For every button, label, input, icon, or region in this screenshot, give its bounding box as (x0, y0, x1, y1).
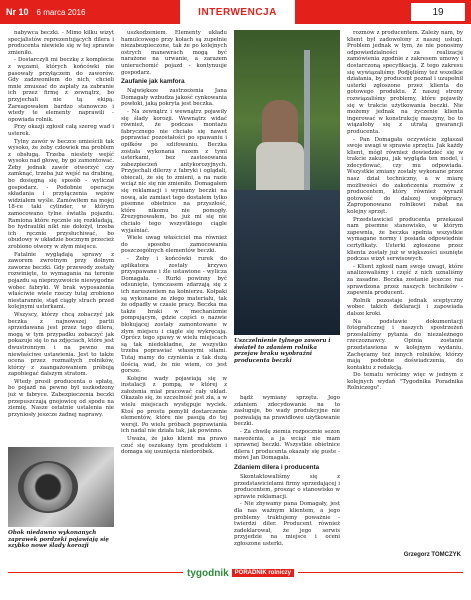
paragraph: Tylny zawór w beczce umieścili tak wysoko, że żeby człowiek ma problem z obsługą. Trzeba niestety wejść wysoko nad głowę, by go zamontować. Żeby jednak zawór otworzyć czy zamknąć, trzeba już wejść na drabinę, bo dosięgną się sposób - wyliczał gospodarz. - Podobnie operacje składania i przyłączenia wężów widziałem wyśle. Zamówiłem na mojej 18-ce taki cylinder, w którym zamocowano tylne światła pojazdu. Ramiona które ręcznie się rozkładają, bo hydrauliki nikt nie dołożył, trzeba ich ręcznie przysłuchiwać, bo obudowy w układzie bocznym przecież zrobiono otwory w złym miejscu. (8, 138, 114, 250)
paragraph: Na podstawie dokumentacji fotograficznej i naszych spostrzeżeń przesłaliśmy pytania do niezależnego rzeczoznawcy. Opinia zostanie przedstawiona w kolejnym wydaniu. Zachęcamy też innych rolników, którzy mają podobne doświadczenia, do kontaktu z redakcją. (347, 318, 463, 371)
subheading-dealer: Zdaniem dilera i producenta (234, 463, 320, 471)
article-column-2 (121, 30, 227, 570)
paragraph: Przedstawiciel producenta przekazał nam pisemne stanowisko, w którym zapewnia, że beczka spełnia wszystkie wymagane normy i posiada odpowiednie certyfikaty. Usterki zgłoszone przez klienta zostały już w większości usunięte podczas wizyt serwisowych. (347, 216, 463, 263)
paragraph: - Żeby i końcówki rurek do aplikatora zostały krzywo przyspawane i źle ustawione - wylicza Domagała. - Rurki powinny być odsunięte, tymczasem zdarzają się z ich naruszeniem na kołnierzu. Kołpaki są wykonane ze złego materiału, tak że odpadły w czasie pracy. Beczka ma także braki w mechanizmie pompującym, gdzie części o nazwie blokującej zostały zamontowane w złym miejscu i ciągle się wykręcają. Oprócz tego spawy w wielu miejscach są tak niedokładne, że wszystko trzeba poprawiać własnymi siłami. Tutaj mamy do czynienia z tak dużą ilością wad, że nie wiem, co jest gorsze. (121, 256, 227, 375)
subheading-trust: Zaufanie jak kamfora (121, 78, 185, 86)
section-title: INTERWENCJA (198, 6, 277, 18)
paragraph: Do tematu wrócimy więc w jednym z kolejnych wydań "Tygodnika Poradnika Rolniczego". (347, 372, 463, 392)
issue-number: Nr 10 (6, 7, 29, 17)
farmer-photo (234, 30, 340, 335)
brand-name: tygodnik (187, 567, 229, 579)
header-issue-bar (0, 0, 180, 24)
paragraph: Fatalnie wyglądają sprawy z zaworem zwrotnym przy dolnym zaworze beczki. Gdy przewody zostały rozwinięte, to wymagania na terenie pojazdu są nieprzyzwoicie niewygodne wobec fabryki. W brak wyposażenia właściwie wiele rzeczy tutaj zrobiono niestarannie, stąd ciągły strach przed kolejnymi usterkami. (8, 251, 114, 311)
paragraph: Rolnik pozostaje jednak sceptyczny wobec takich deklaracji i zapowiada dalsze kroki. (347, 297, 463, 317)
paragraph: nabywca beczki. - Mimo kilku wizyt specjalistów reprezentujących dilera i producenta niewiele się w tej sprawie zmieniło. (8, 30, 114, 56)
tanker-body (234, 190, 340, 335)
paragraph: uszkodzeniem. Elementy układu hamulcowego przy kołach są zupełnie niezabezpieczone, tak że po kolejnych ostrych manewrach mogą być narażone na urwanie, a zarazem unieruchomić pojazd - kontynuuje gospodarz. (121, 30, 227, 76)
brand-subtitle: PORADNIK rolniczy (232, 569, 294, 577)
paragraph: bądź wymiany sprzętu. Jego zdaniem zdecydowanie na to zasługuje, bo wady produkcyjne nie pozwalają na prawidłowe użytkowanie beczki. (234, 395, 340, 428)
paragraph: rozmów z producentem. Zależy nam, by klient był zadowolony z naszej usługi. Problem jednak w tym, że nie ponosimy odpowiedzialności za realizację zamówienia zgodnie z zakresem umowy i dostarczoną specyfikacją. Z tego zakresu się wywiązaliśmy. Podjęliśmy też wszelkie działania, by producent poznał i uzupełnił usterki zgłoszone przez klienta do gotowego produktu. Z naszej strony rozwiązaliśmy problemy, które pojawiły się w trakcie użytkowania beczki. Nie możemy jednak na życzenie klienta ingerować w konstrukcję maszyny, bo to wiązałoby się z utratą gwarancji producenta. (347, 30, 463, 135)
paragraph: Wiele uwag właściciel ma również do sposobu zamocowania poszczególnych elementów beczki. (121, 235, 227, 255)
photo-caption-main: Uszczelnienie tylnego zaworu i świateł to zdaniem rolnika przejaw braku wyobraźni producenta beczki (234, 338, 331, 364)
paragraph: - Nie zbywamy pana Domagały, jest dla nas ważnym klientem, a jego problemy traktujemy poważnie - twierdzi diler. Producent również zadeklarował, że jego serwis przyjedzie na miejsce i oceni zgłoszone usterki. (234, 501, 340, 547)
paragraph: Wszyscy, którzy chcą zobaczyć jak beczka z najnowszej partii sprzedawana jest przez tego dilera, mogą w tym przypadku zobaczyć jak pokazuje się to na zdjęciach, które jest dwustronnym i na pewno ma niewłaściwe ustawienia. Jest to także ocena przez rozmaitych rolników, którzy z zaangażowaniem próbują zapobiegać dalszym stratom. (8, 311, 114, 378)
paragraph: Przy okazji zgłosił całą szereg wad i usterek. (8, 124, 114, 137)
paragraph: - Na zewnątrz i wewnątrz pojawiły się ślady korozji. Wewnątrz widać również, że podczas montażu fabrycznego nie chciało się nawet poprawiać pozostałości po spawaniu i opiłków po szlifowaniu. Beczka została wykonana razem z tymi usterkami, bez zastosowania zabezpieczeń antykorozyjnych. Przyjechali dilerzy z fabryki i oglądali, obiecali, że się to zmieni, a na razie wciąż nic się nie zmieniło. Domagałem się reklamacji i wymiany beczki na nową, ale zamiast tego dostałem tylko pisemne obietnice na przyszłość, które nikomu nie pomogły. Zrezygnowałem, bo już mi się nie chciało tego wszystkiego ciągle wyjaśniać. (121, 108, 227, 234)
paragraph: - Pan Domagała oczywiście zgłaszał swoje uwagi w sprawie sprzętu. Jak każdy klient, mógł również dowiedzieć się w trakcie zakupu, jak wygląda ten model, i zdecydować, czy mu odpowiada. Wszystkie zmiany zostały wykonane przez nasz dział techniczny, a w miarę możliwości do zakończenia rozmów z producentem, który również wyraził gotowość do dalszej współpracy. Zaproponowano rolnikowi rabat na kolejny sprzęt. (347, 136, 463, 216)
author-byline: Grzegorz TOMCZYK (403, 552, 461, 558)
paragraph: - Klient zgłosił nam swoje uwagi, które analizowaliśmy i część z nich uznaliśmy za zasadne. Beczka zostanie jeszcze raz sprawdzona przez naszych techników - zapewnia producent. (347, 263, 463, 297)
paragraph: Wtedy prosił producenta o spłatę, bo pojazd na pewno był uszkodzony już w fabryce. Zabezpieczenia beczki przepuszczają gnojowicę od spodu na ziemię. Nasze ostatnie ustalenia nie przyniosły jeszcze żadnej naprawy. (8, 378, 114, 418)
photo-caption-corrosion: Obok niedawno wykonanych zaprawek pordzeki pojawiają się szybko nowe ślady korozji (8, 530, 109, 550)
page-header (0, 0, 471, 24)
paragraph: Skontaktowaliśmy się z przedstawicielami firmy sprzedającej i producentem, prosząc o stanowisko w sprawie reklamacji. (234, 473, 340, 500)
footer-logo (183, 566, 298, 580)
paragraph: - Dostarczyli mi beczkę z komplecie z węzami, których końcówki nie pasowały przyłączem do zaworów. Gdy zadzwoniłem do nich, chcieli mnie zmuszać do zapłaty za zabranie ich przez firmę z zewnątrz, bo przyjechali nie tą ekipą. Zareagowałem bardzo stanowczo i wtedy te elementy naprawili - opowiada rolnik. (8, 57, 114, 123)
paragraph: Uważa, że jako klient ma prawo czuć się oszukany tym produktem i domaga się usunięcia niedoróbek. (121, 436, 227, 456)
article-column-1 (8, 30, 114, 440)
pipe-shape (18, 461, 78, 513)
tank-pipe-photo (8, 447, 114, 527)
page-footer (0, 566, 471, 580)
page-number: 19 (411, 3, 465, 21)
paragraph: - Za chwilę ziemia rozpocznie sezon nawożenia, a ja wciąż nie mam sprawnej beczki. Wszystkie obietnice dilera i producenta okazały się puste - mówi Jan Domagała. (234, 428, 340, 462)
issue-date: 6 marca 2016 (36, 7, 86, 17)
article-column-4 (347, 30, 463, 575)
paragraph: Największe zastrzeżenia Jana Domagały wzbudza jakość cynkowania powłoki, jaką pokryta jest beczka. (121, 88, 227, 108)
header-page-bar (295, 0, 471, 24)
paragraph: Kolejne wady pojawiają się w instalacji z pompą, w której z założenia miał pracować cały układ. Okazało się, że szczelność jest zła, a w wielu miejscach występuje wyciek. Ktoś po prostu pomylił dostarczenie elementów, które nie pasują do tej wersji. Po wielu próbach poprawiania ich nadal nie działa tak, jak powinno. (121, 375, 227, 435)
article-column-3 (234, 395, 340, 565)
